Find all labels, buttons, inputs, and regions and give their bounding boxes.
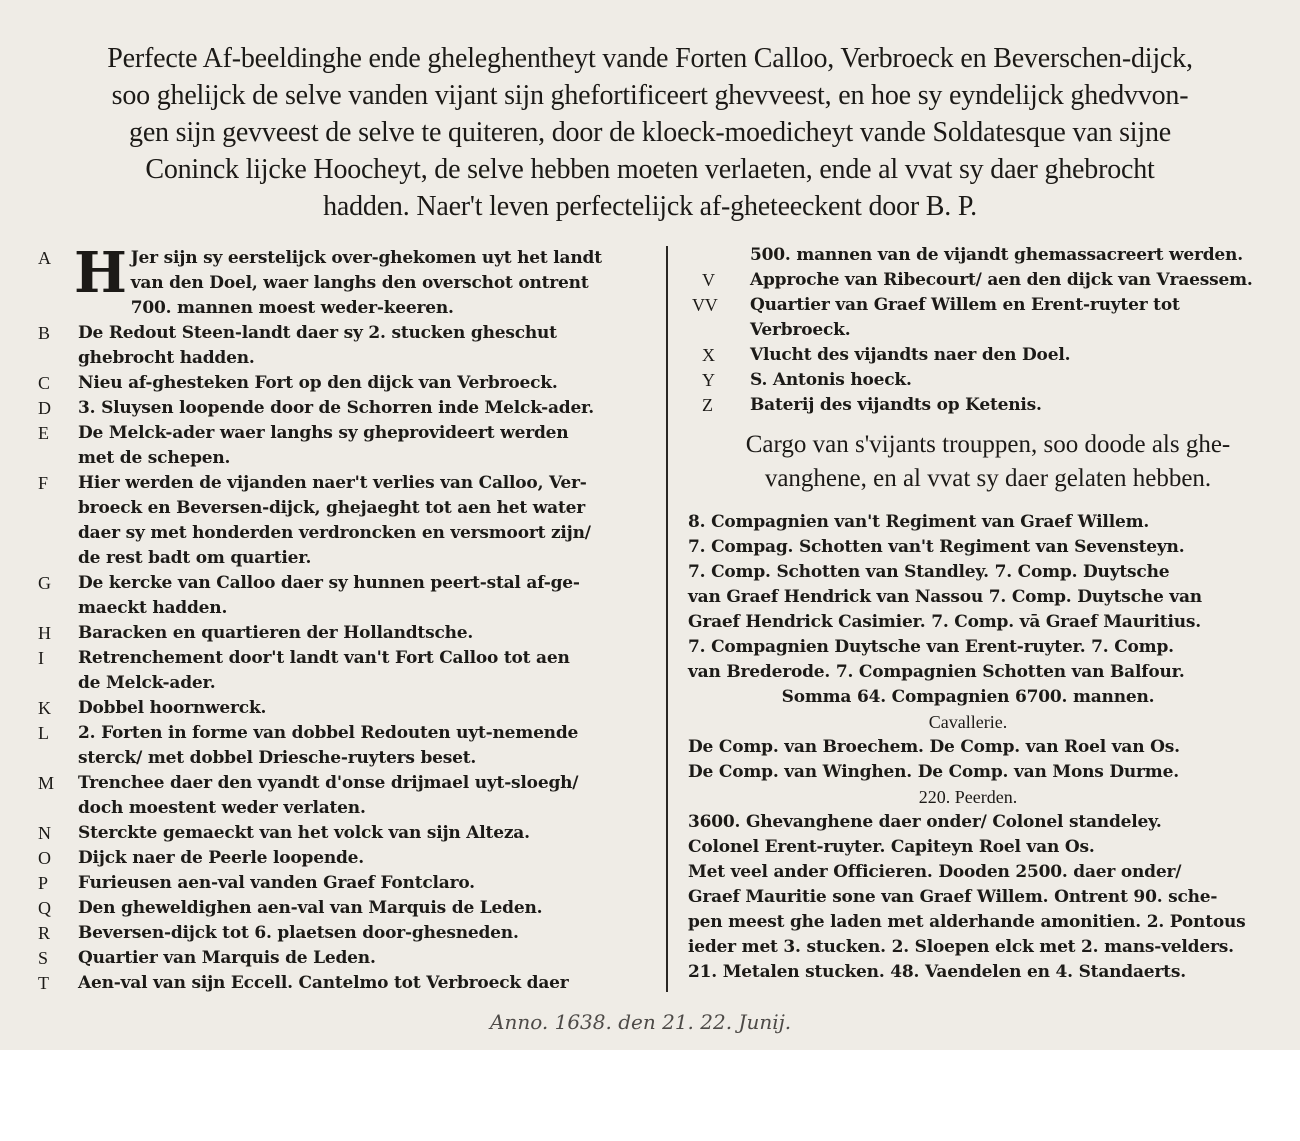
legend-text: 2. Forten in forme van dobbel Redouten uyt-nemende [78,723,579,743]
legend-left-column [38,240,660,996]
legend-text: Dijck naer de Peerle loopende. [78,848,365,868]
legend-text: Sterckte gemaeckt van het volck van sijn Alteza. [78,823,530,843]
legend-letter: P [38,873,48,893]
legend-text: Aen-val van sijn Eccell. Cantelmo tot Verbroeck daer [78,973,569,993]
legend-entry [688,243,1288,268]
legend-text: 3. Sluysen loopende door de Schorren inde Melck-ader. [78,398,594,418]
troops-line: 8. Compagnien van't Regiment van Graef Willem. [688,512,1150,532]
legend-entry [38,846,660,871]
legend-entry [38,821,660,846]
legend-letter: N [38,823,51,843]
closing-line: Colonel Erent-ruyter. Capiteyn Roel van Os. [688,837,1095,857]
legend-entry [38,240,660,321]
legend-entry [38,946,660,971]
legend-text: van den Doel, waer langhs den overschot ontrent [130,273,589,293]
page-title [30,40,1270,225]
peerden-line: 220. Peerden. [918,787,1018,807]
legend-text: S. Antonis hoeck. [750,370,912,390]
troops-line: 7. Compag. Schotten van't Regiment van Sevensteyn. [688,537,1185,557]
closing-line: 21. Metalen stucken. 48. Vaendelen en 4. Standaerts. [688,962,1186,982]
legend-text: De Melck-ader waer langhs sy gheprovideert werden [78,423,569,443]
handwritten-date-note: Anno. 1638. den 21. 22. Junij. [490,1010,792,1034]
legend-letter: B [38,323,50,343]
legend-entry [38,721,660,771]
cavallerie-heading: Cavallerie. [928,712,1008,732]
legend-entry [688,293,1288,343]
closing-line: 3600. Ghevanghene daer onder/ Colonel standeley. [688,812,1162,832]
legend-text: maeckt hadden. [78,598,228,618]
troops-line: 7. Compagnien Duytsche van Erent-ruyter. 7. Comp. [688,637,1174,657]
legend-text: Dobbel hoornwerck. [78,698,267,718]
legend-letter: O [38,848,51,868]
legend-letter: F [38,473,48,493]
legend-letter: E [38,423,49,443]
title-line: soo ghelijck de selve vanden vijant sijn ghefortificeert ghevveest, en hoe sy eyndelijck ghedvvon- [111,80,1189,111]
legend-text: Baracken en quartieren der Hollandtsche. [78,623,474,643]
legend-entry [38,696,660,721]
legend-entry [38,646,660,696]
legend-text: De kercke van Calloo daer sy hunnen peert-stal af-ge- [78,573,580,593]
legend-text: ghebrocht hadden. [78,348,255,368]
legend-letter: I [38,648,44,668]
legend-text: met de schepen. [78,448,231,468]
legend-entry [38,571,660,621]
legend-entry [688,368,1288,393]
legend-entry [38,771,660,821]
closing-line: pen meest ghe laden met alderhande amonitien. 2. Pontous [688,912,1246,932]
legend-letter: VV [692,295,718,315]
troops-line: Graef Hendrick Casimier. 7. Comp. vā Graef Mauritius. [688,612,1201,632]
legend-letter: L [38,723,49,743]
legend-letter: Y [702,370,715,390]
legend-text: de rest badt om quartier. [78,548,312,568]
legend-text: De Redout Steen-landt daer sy 2. stucken gheschut [78,323,557,343]
legend-entry [38,396,660,421]
title-line: gen sijn gevveest de selve te quiteren, door de kloeck-moedicheyt vande Soldatesque van sijne [129,117,1171,148]
legend-letter: V [702,270,715,290]
legend-text: Hier werden de vijanden naer't verlies van Calloo, Ver- [78,473,587,493]
closing-line: Met veel ander Officieren. Dooden 2500. daer onder/ [688,862,1182,882]
legend-text: Furieusen aen-val vanden Graef Fontclaro. [78,873,475,893]
legend-text: 700. mannen moest weder-keeren. [130,298,454,318]
legend-letter: H [38,623,51,643]
cargo-heading-line: Cargo van s'vijants trouppen, soo doode als ghe- [745,431,1231,458]
legend-text: de Melck-ader. [78,673,216,693]
legend-text: Jer sijn sy eerstelijck over-ghekomen uyt het landt [130,248,602,268]
legend-letter: A [38,248,51,268]
legend-entry [38,321,660,371]
troops-line: van Graef Hendrick van Nassou 7. Comp. Duytsche van [688,587,1202,607]
cargo-heading [688,428,1288,496]
somma-line: Somma 64. Compagnien 6700. mannen. [781,687,1155,707]
legend-entry [38,471,660,571]
legend-text: doch moestent weder verlaten. [78,798,366,818]
closing-line: Graef Mauritie sone van Graef Willem. Ontrent 90. sche- [688,887,1218,907]
cavalry-line: De Comp. van Broechem. De Comp. van Roel van Os. [688,737,1180,757]
title-line: hadden. Naer't leven perfectelijck af-gheteeckent door B. P. [323,191,977,222]
legend-text: Quartier van Marquis de Leden. [78,948,376,968]
legend-text: Beversen-dijck tot 6. plaetsen door-ghesneden. [78,923,519,943]
closing-line: ieder met 3. stucken. 2. Sloepen elck met 2. mans-velders. [688,937,1234,957]
legend-letter: G [38,573,51,593]
legend-text: Den gheweldighen aen-val van Marquis de Leden. [78,898,543,918]
legend-entry [38,896,660,921]
troops-line: 7. Comp. Schotten van Standley. 7. Comp. Duytsche [688,562,1170,582]
legend-text: 500. mannen van de vijandt ghemassacreert werden. [750,245,1243,265]
legend-entry [38,921,660,946]
legend-letter: D [38,398,51,418]
legend-text: Trenchee daer den vyandt d'onse drijmael uyt-sloegh/ [78,773,579,793]
legend-entry [688,343,1288,368]
legend-entry [688,268,1288,293]
drop-cap: H [74,240,127,306]
legend-text: Approche van Ribecourt/ aen den dijck van Vraessem. [750,270,1253,290]
legend-text: sterck/ met dobbel Driesche-ruyters beset. [78,748,477,768]
legend-text: Nieu af-ghesteken Fort op den dijck van Verbroeck. [78,373,558,393]
legend-right-column [688,243,1288,985]
legend-text: Quartier van Graef Willem en Erent-ruyter tot [750,295,1180,315]
legend-entry [38,371,660,396]
cavalry-line: De Comp. van Winghen. De Comp. van Mons Durme. [688,762,1179,782]
title-line: Perfecte Af-beeldinghe ende gheleghentheyt vande Forten Calloo, Verbroeck en Beverschen-dijck, [107,43,1193,74]
column-divider [666,246,668,992]
legend-entry [688,393,1288,418]
legend-text: daer sy met honderden verdroncken en versmoort zijn/ [78,523,591,543]
legend-letter: S [38,948,48,968]
legend-letter: C [38,373,50,393]
legend-letter: T [38,973,49,993]
cargo-heading-line: vanghene, en al vvat sy daer gelaten hebben. [764,465,1212,492]
legend-entry [38,871,660,896]
legend-text: Verbroeck. [750,320,851,340]
legend-letter: X [702,345,715,365]
title-line: Coninck lijcke Hoocheyt, de selve hebben moeten verlaeten, ende al vvat sy daer ghebrocht [145,154,1155,185]
legend-entry [38,621,660,646]
legend-letter: Z [702,395,713,415]
legend-text: Retrenchement door't landt van't Fort Calloo tot aen [78,648,570,668]
legend-letter: K [38,698,51,718]
legend-entry [38,421,660,471]
legend-letter: R [38,923,50,943]
legend-text: broeck en Beversen-dijck, ghejaeght tot aen het water [78,498,585,518]
legend-text: Vlucht des vijandts naer den Doel. [750,345,1071,365]
legend-entry [38,971,660,996]
legend-text: Baterij des vijandts op Ketenis. [750,395,1042,415]
troops-line: van Brederode. 7. Compagnien Schotten van Balfour. [688,662,1185,682]
legend-letter: Q [38,898,51,918]
legend-letter: M [38,773,54,793]
